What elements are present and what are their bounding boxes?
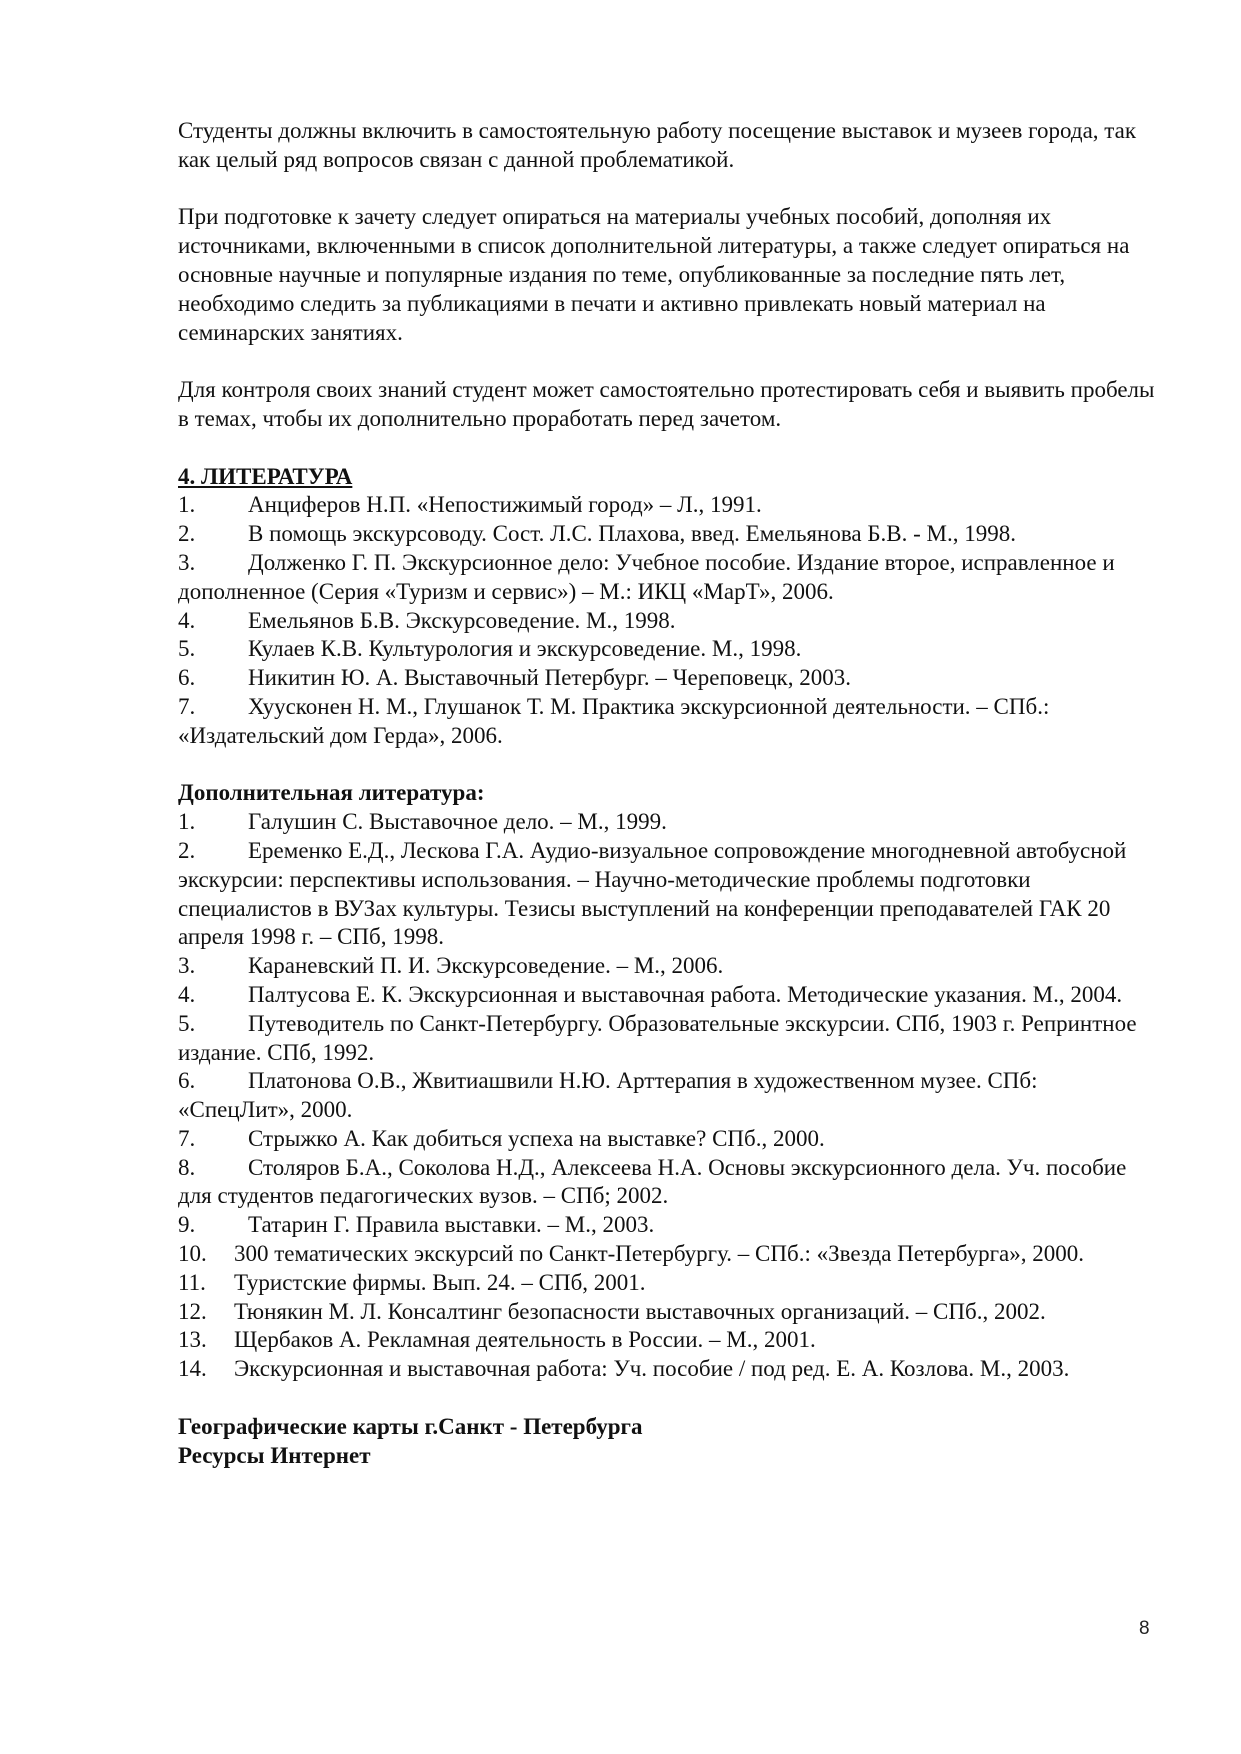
internet-resources-heading: Ресурсы Интернет [178,1442,371,1468]
literature-heading: 4. ЛИТЕРАТУРА [178,463,353,489]
additional-literature-item [178,1211,1158,1240]
intro-paragraph-museums: Студенты должны включить в самостоятельную работу посещение выставок и музеев города, так как целый ряд вопросов связан с данной проблематикой. [178,118,1136,172]
item-text: Еременко Е.Д., Лескова Г.А. Аудио-визуальное сопровождение многодневной автобусной экскурсии: перспективы использования. – Научно-методические проблемы подготовки специалистов в ВУЗах культуры. Тезисы выступлений на конференции преподавателей ГАК 20 апреля 1998 г. – СПб, 1998. [178,837,1127,950]
additional-literature-item [178,1326,1158,1355]
item-text: Хуусконен Н. М., Глушанок Т. М. Практика экскурсионной деятельности. – СПб.: «Издательский дом Герда», 2006. [178,693,1050,748]
item-number: 11. [178,1269,206,1295]
item-number: 3. [178,953,196,979]
item-text: 300 тематических экскурсий по Санкт-Петербургу. – СПб.: «Звезда Петербурга», 2000. [234,1241,1084,1267]
item-text: Емельянов Б.В. Экскурсоведение. М., 1998. [248,607,676,633]
item-number: 4. [178,607,196,633]
item-text: Стрыжко А. Как добиться успеха на выставке? СПб., 2000. [248,1125,825,1151]
literature-item [178,491,1158,520]
literature-item [178,549,1158,607]
intro-paragraph-exam-prep: При подготовке к зачету следует опираться на материалы учебных пособий, дополняя их источниками, включенными в список дополнительной литературы, а также следует опираться на основные научные и популярные издания по теме, опубликованные за последние пять лет, необходимо следить за публикациями в печати и активно привлекать новый материал на семинарских занятиях. [178,204,1130,345]
intro-paragraph-self-test: Для контроля своих знаний студент может самостоятельно протестировать себя и выявить пробелы в темах, чтобы их дополнительно проработать перед зачетом. [178,377,1155,431]
additional-literature-item [178,1010,1158,1068]
item-number: 4. [178,981,196,1007]
item-number: 2. [178,521,196,547]
item-text: Анциферов Н.П. «Непостижимый город» – Л., 1991. [248,492,762,518]
additional-literature-item [178,1154,1158,1212]
item-text: Галушин С. Выставочное дело. – М., 1999. [248,809,667,835]
item-number: 6. [178,665,196,691]
page-number: 8 [1139,1618,1150,1639]
additional-literature-item [178,952,1158,981]
item-number: 5. [178,1010,196,1036]
item-text: В помощь экскурсоводу. Сост. Л.С. Плахова, введ. Емельянова Б.В. - М., 1998. [248,521,1016,547]
literature-list [178,491,1158,750]
item-number: 12. [178,1298,207,1324]
resources-section [178,1413,1158,1471]
item-number: 5. [178,636,196,662]
item-text: Никитин Ю. А. Выставочный Петербург. – Череповецк, 2003. [248,665,851,691]
additional-literature-list [178,808,1158,1384]
item-text: Кулаев К.В. Культурология и экскурсоведение. М., 1998. [248,636,802,662]
item-number: 14. [178,1356,207,1382]
literature-item [178,635,1158,664]
item-text: Щербаков А. Рекламная деятельность в России. – М., 2001. [234,1327,816,1353]
item-text: Путеводитель по Санкт-Петербургу. Образовательные экскурсии. СПб, 1903 г. Репринтное издание. СПб, 1992. [178,1010,1137,1065]
item-number: 3. [178,549,196,575]
item-text: Столяров Б.А., Соколова Н.Д., Алексеева Н.А. Основы экскурсионного дела. Уч. пособие для студентов педагогических вузов. – СПб; 2002. [178,1154,1127,1209]
item-text: Караневский П. И. Экскурсоведение. – М., 2006. [248,953,724,979]
additional-literature-item [178,981,1158,1010]
item-number: 8. [178,1154,196,1180]
item-number: 13. [178,1327,207,1353]
literature-item [178,664,1158,693]
item-number: 1. [178,492,196,518]
additional-literature-item [178,837,1158,952]
document-page [178,117,1158,1470]
item-text: Тюнякин М. Л. Консалтинг безопасности выставочных организаций. – СПб., 2002. [234,1298,1046,1324]
additional-literature-item [178,1298,1158,1327]
item-number: 10. [178,1241,207,1267]
additional-literature-item [178,1240,1158,1269]
item-number: 1. [178,809,196,835]
additional-literature-heading: Дополнительная литература: [178,780,485,806]
maps-heading: Географические карты г.Санкт - Петербурга [178,1413,643,1439]
additional-literature-item [178,1125,1158,1154]
additional-literature-item [178,808,1158,837]
literature-item [178,607,1158,636]
additional-literature-item [178,1067,1158,1125]
additional-literature-item [178,1269,1158,1298]
item-text: Долженко Г. П. Экскурсионное дело: Учебное пособие. Издание второе, исправленное и дополненное (Серия «Туризм и сервис») – М.: ИКЦ «МарТ», 2006. [178,549,1115,604]
item-text: Татарин Г. Правила выставки. – М., 2003. [248,1212,655,1238]
item-number: 6. [178,1068,196,1094]
additional-literature-item [178,1355,1158,1384]
item-text: Туристские фирмы. Вып. 24. – СПб, 2001. [234,1269,646,1295]
item-number: 9. [178,1212,196,1238]
item-text: Палтусова Е. К. Экскурсионная и выставочная работа. Методические указания. М., 2004. [248,981,1123,1007]
item-text: Экскурсионная и выставочная работа: Уч. пособие / под ред. Е. А. Козлова. М., 2003. [234,1356,1070,1382]
item-number: 7. [178,693,196,719]
literature-item [178,693,1158,751]
item-text: Платонова О.В., Жвитиашвили Н.Ю. Арттерапия в художественном музее. СПб: «СпецЛит», 2000. [178,1068,1038,1123]
literature-item [178,520,1158,549]
item-number: 7. [178,1125,196,1151]
item-number: 2. [178,837,196,863]
